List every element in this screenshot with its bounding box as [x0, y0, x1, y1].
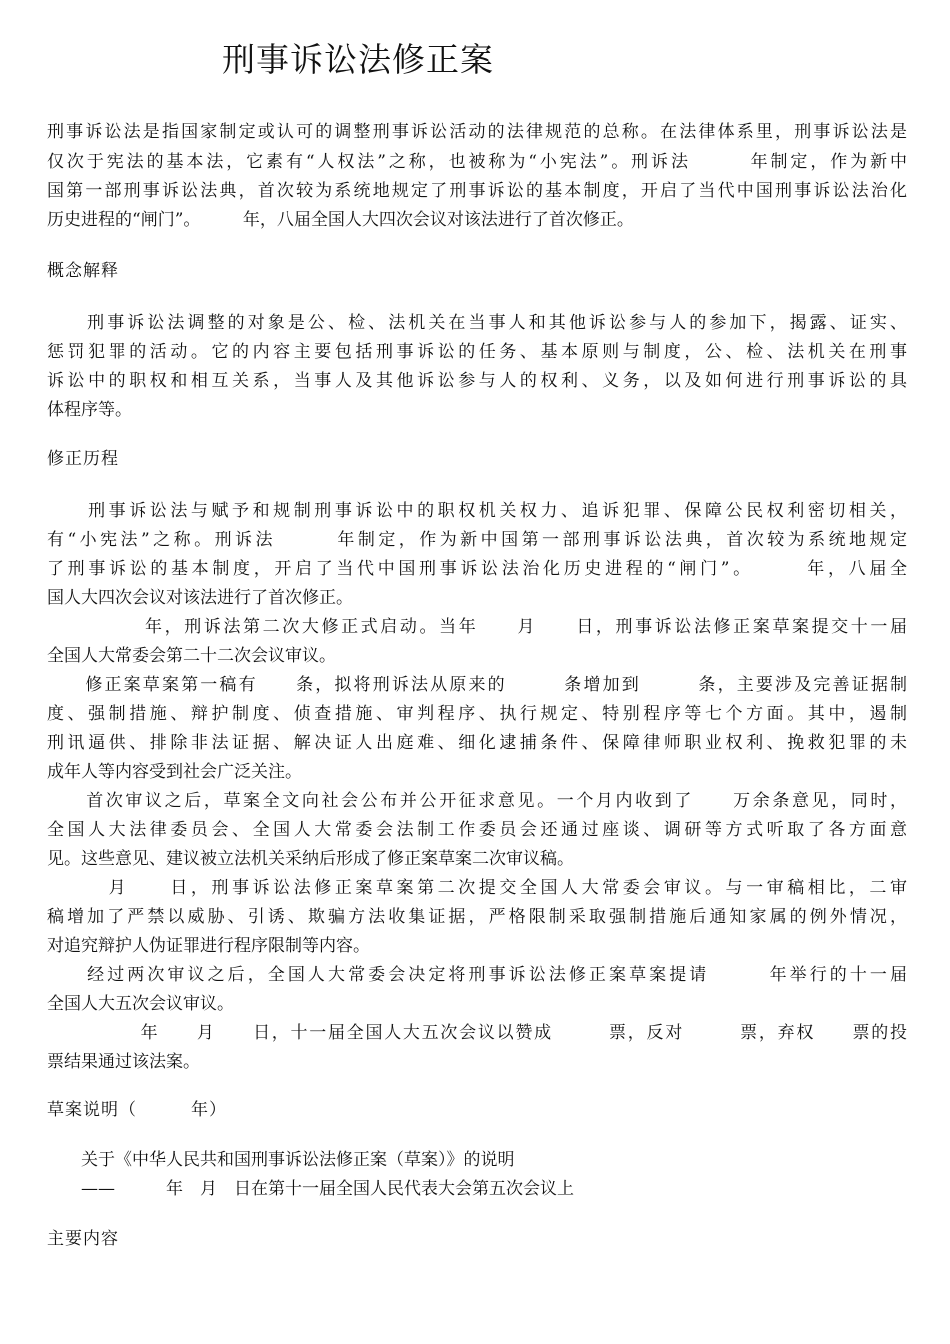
history-line: 全国人大五次会议审议。 [47, 994, 234, 1014]
concept-line: 刑事诉讼法调整的对象是公、检、法机关在当事人和其他诉讼参与人的参加下，揭露、证实、 [47, 313, 907, 333]
history-line: 年 月 日，十一届全国人大五次会议以赞成 票，反对 票，弃权 票的投 [47, 1023, 907, 1043]
page-title: 刑事诉讼法修正案 [222, 40, 494, 79]
history-line: 首次审议之后，草案全文向社会公布并公开征求意见。一个月内收到了 万余条意见，同时， [47, 791, 907, 811]
history-line: 对追究辩护人伪证罪进行程序限制等内容。 [47, 936, 370, 956]
concept-line: 诉讼中的职权和相互关系，当事人及其他诉讼参与人的权利、义务，以及如何进行刑事诉讼的具 [47, 371, 907, 391]
draft-line: 关于《中华人民共和国刑事诉讼法修正案（草案）》的说明 [47, 1150, 515, 1170]
history-line: 成年人等内容受到社会广泛关注。 [47, 762, 302, 782]
draft-line: —— 年 月 日在第十一届全国人民代表大会第五次会议上 [47, 1179, 574, 1199]
section-heading-history: 修正历程 [47, 449, 119, 469]
history-line: 国人大四次会议对该法进行了首次修正。 [47, 588, 353, 608]
history-line: 票结果通过该法案。 [47, 1052, 200, 1072]
history-line: 有“小宪法”之称。刑诉法 年制定，作为新中国第一部刑事诉讼法典，首次较为系统地规定 [47, 530, 907, 550]
section-heading-concept: 概念解释 [47, 261, 119, 281]
intro-line: 刑事诉讼法是指国家制定或认可的调整刑事诉讼活动的法律规范的总称。在法律体系里，刑事诉讼法是 [47, 122, 907, 142]
intro-line: 仅次于宪法的基本法，它素有“人权法”之称，也被称为“小宪法”。刑诉法 年制定，作为新中 [47, 152, 907, 172]
history-line: 全国人大法律委员会、全国人大常委会法制工作委员会还通过座谈、调研等方式听取了各方面意 [47, 820, 907, 840]
history-line: 度、强制措施、辩护制度、侦查措施、审判程序、执行规定、特别程序等七个方面。其中，遏制 [47, 704, 907, 724]
history-line: 修正案草案第一稿有 条，拟将刑诉法从原来的 条增加到 条，主要涉及完善证据制 [47, 675, 907, 695]
history-line: 刑事诉讼法与赋予和规制刑事诉讼中的职权机关权力、追诉犯罪、保障公民权利密切相关， [47, 501, 907, 521]
concept-line: 体程序等。 [47, 400, 132, 420]
section-heading-draft: 草案说明（ 年） [47, 1100, 227, 1120]
intro-line: 国第一部刑事诉讼法典，首次较为系统地规定了刑事诉讼的基本制度，开启了当代中国刑事诉讼法治化 [47, 181, 907, 201]
history-line: 稿增加了严禁以威胁、引诱、欺骗方法收集证据，严格限制采取强制措施后通知家属的例外情况， [47, 907, 907, 927]
history-line: 年，刑诉法第二次大修正式启动。当年 月 日，刑事诉讼法修正案草案提交十一届 [47, 617, 907, 637]
history-line: 了刑事诉讼的基本制度，开启了当代中国刑事诉讼法治化历史进程的“闸门”。 年，八届全 [47, 559, 907, 579]
history-line: 月 日，刑事诉讼法修正案草案第二次提交全国人大常委会审议。与一审稿相比，二审 [47, 878, 907, 898]
history-line: 经过两次审议之后，全国人大常委会决定将刑事诉讼法修正案草案提请 年举行的十一届 [47, 965, 907, 985]
history-line: 见。这些意见、建议被立法机关采纳后形成了修正案草案二次审议稿。 [47, 849, 574, 869]
history-line: 全国人大常委会第二十二次会议审议。 [47, 646, 336, 666]
intro-line: 历史进程的“闸门”。 年，八届全国人大四次会议对该法进行了首次修正。 [47, 210, 634, 230]
section-heading-main: 主要内容 [47, 1229, 119, 1249]
concept-line: 惩罚犯罪的活动。它的内容主要包括刑事诉讼的任务、基本原则与制度，公、检、法机关在刑事 [47, 342, 907, 362]
history-line: 刑讯逼供、排除非法证据、解决证人出庭难、细化逮捕条件、保障律师职业权利、挽救犯罪的未 [47, 733, 907, 753]
